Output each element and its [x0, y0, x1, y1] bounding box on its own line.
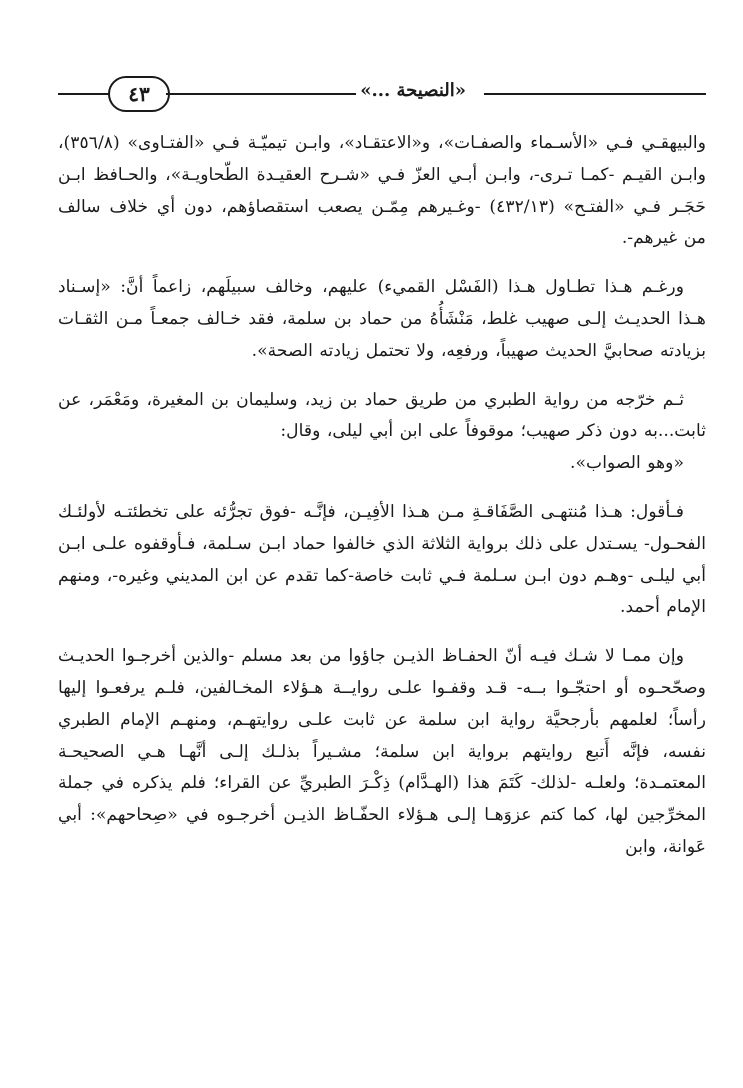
- running-title: «النصيحة ...»: [360, 80, 466, 101]
- paragraph-5: فـأقول: هـذا مُنتهـى الصَّفَاقـةِ مـن هـذا الأفِيـن، فإنَّـه -فوق تجرُّئه على تخطئتـه لأولئـك الفحـول- يسـتدل على ذلك برواية الثلاثة الذي خالفوا حماد ابـن سـلمة، فـأوقفوه علـى ابـن أبي ليلـى -وهـم دون ابـن سـلمة فـي ثابت خاصة-كما تقدم عن ابن المديني وغيره-، ومنهم الإمام أحمد.: [58, 501, 706, 618]
- paragraph-1: والبيهقـي فـي «الأسـماء والصفـات»، و«الاعتقـاد»، وابـن تيميّـة فـي «الفتـاوى» (٣٥٦/٨)، وابـن القيـم -كمـا تـرى-، وابـن أبـي العزّ فـي «شـرح العقيـدة الطّحاويـة»، والحـافظ ابـن حَجَـر فـي «الفتـح» (٤٣٢/١٣) -وغـيرهم مِمّـن يصعب استقصاؤهم، دون أي خلاف سالف من غيرهم-.: [58, 133, 706, 249]
- page-number: ٤٣: [108, 76, 170, 112]
- paragraph-6: وإن ممـا لا شـك فيـه أنّ الحفـاظ الذيـن جاؤوا من بعد مسلم -والذين أخرجـوا الحديـث وصحّحـوه أو احتجّـوا بــه- قـد وقفـوا علـى روايــة هـؤلاء المخـالفين، فلـم يرفعـوا إليها رأساً؛ لعلمهم بأرجحيَّة رواية ابن سلمة عن ثابت علـى روايتهـم، ومنهـم الإمام الطبري نفسه، فإنَّه أَتبع روايتهم برواية ابن سلمة؛ مشـيراً بذلـك إلـى أنَّهـا هـي الصحيحـة المعتمـدة؛ ولعلـه -لذلك- كَتَمَ هذا (الهـدَّام) ذِكْـرَ الطبريِّ عن القراء؛ فلم يذكره في جملة المخرِّجين لها، كما كتم عزوَهـا إلـى هـؤلاء الحفّـاظ الذيـن أخرجـوه في «صِحاحهم»: أبي عَوانة، وابن: [58, 646, 706, 857]
- paragraph-4: «وهو الصواب».: [570, 453, 684, 474]
- paragraph-3: ثـم خرّجه من رواية الطبري من طريق حماد بن زيد، وسليمان بن المغيرة، ومَعْمَر، عن ثابت...به دون ذكر صهيب؛ موقوفاً على ابن أبي ليلى، وقال:: [58, 389, 706, 442]
- header-rule-left: [166, 93, 356, 95]
- header-rule-right: [484, 93, 706, 95]
- running-header: [58, 76, 706, 112]
- main-text: [58, 128, 706, 864]
- paragraph-2: ورغـم هـذا تطـاول هـذا (الفَسْل القميء) عليهم، وخالف سبيلَهم، زاعماً أنَّ: «إسـناد هـذا الحديـث إلـى صهيب غلط، مَنْشَأُهُ من حماد بن سلمة، فقد خـالف جمعـاً مـن الثقـات بزيادته صحابيَّ الحديث صهيباً، ورفعِه، ولا تحتمل زيادته الصحة».: [58, 277, 706, 361]
- header-rule-far-left: [58, 93, 110, 95]
